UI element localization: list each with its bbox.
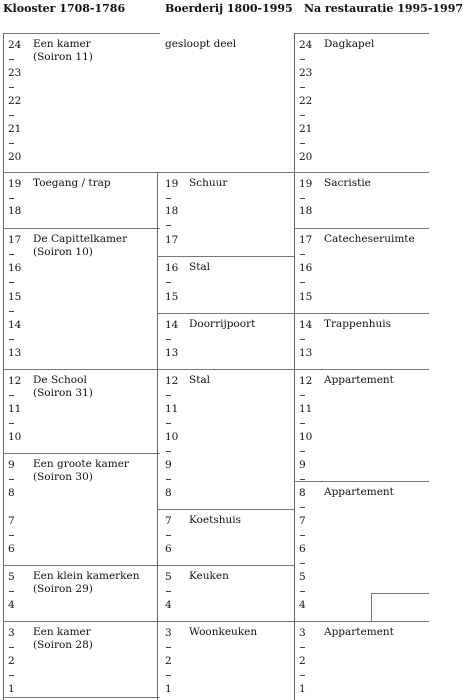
klooster-level-number: 23 — [8, 67, 22, 79]
klooster-room-boundary — [3, 621, 160, 622]
klooster-column — [3, 33, 160, 700]
restauratie-level-number: 11 — [299, 403, 313, 415]
klooster-level-number: 17 — [8, 234, 22, 246]
klooster-room-label — [33, 177, 111, 190]
boerderij-level-number: 12 — [165, 375, 179, 387]
restauratie-level-number: 9 — [299, 459, 306, 471]
klooster-level-number: 20 — [8, 151, 22, 163]
boerderij-room-label — [189, 570, 229, 583]
klooster-rail — [3, 33, 4, 700]
room-name: Een klein kamerken — [33, 570, 140, 582]
restauratie-level-number: 3 — [299, 627, 306, 639]
klooster-level-tick — [9, 591, 14, 592]
klooster-room-label — [33, 38, 93, 64]
klooster-level-number: 1 — [8, 683, 15, 695]
klooster-level-number: 11 — [8, 403, 22, 415]
klooster-room-label — [33, 233, 127, 259]
room-name: De School — [33, 374, 87, 386]
restauratie-level-tick — [300, 507, 305, 508]
restauratie-level-tick — [300, 282, 305, 283]
restauratie-level-tick — [300, 395, 305, 396]
room-reference: (Soiron 11) — [33, 51, 93, 63]
klooster-level-number: 7 — [8, 515, 15, 527]
klooster-level-number: 10 — [8, 431, 22, 443]
restauratie-room-label — [324, 177, 371, 190]
restauratie-room-boundary — [294, 313, 429, 314]
restauratie-step-vertical — [371, 593, 372, 621]
boerderij-level-tick — [166, 339, 171, 340]
klooster-level-number: 21 — [8, 123, 22, 135]
restauratie-level-number: 6 — [299, 543, 306, 555]
restauratie-level-number: 4 — [299, 599, 306, 611]
restauratie-level-tick — [300, 535, 305, 536]
restauratie-room-label — [324, 318, 391, 331]
boerderij-level-tick — [166, 423, 171, 424]
room-name: Een kamer — [33, 626, 91, 638]
boerderij-column — [157, 172, 295, 700]
room-name: Koetshuis — [189, 514, 241, 526]
column-header-restauratie: Na restauratie 1995-1997 — [304, 2, 463, 15]
boerderij-level-tick — [166, 225, 171, 226]
restauratie-level-number: 14 — [299, 319, 313, 331]
restauratie-room-boundary — [294, 481, 429, 482]
klooster-room-boundary — [3, 369, 160, 370]
boerderij-level-tick — [166, 282, 171, 283]
room-name: Schuur — [189, 177, 228, 189]
boerderij-level-number: 4 — [165, 599, 172, 611]
boerderij-level-number: 19 — [165, 178, 179, 190]
restauratie-room-label — [324, 233, 415, 246]
klooster-room-boundary — [3, 565, 160, 566]
restauratie-level-tick — [300, 675, 305, 676]
klooster-room-label — [33, 458, 129, 484]
restauratie-room-label — [324, 626, 394, 639]
klooster-room-boundary — [3, 172, 160, 173]
room-name: Catecheseruimte — [324, 233, 415, 245]
restauratie-room-label — [324, 38, 374, 51]
boerderij-room-boundary — [157, 509, 295, 510]
room-name: Appartement — [324, 486, 394, 498]
room-name: Doorrijpoort — [189, 318, 256, 330]
column-header-klooster: Klooster 1708-1786 — [3, 2, 126, 15]
restauratie-level-number: 2 — [299, 655, 306, 667]
boerderij-room-boundary — [157, 313, 295, 314]
klooster-level-tick — [9, 254, 14, 255]
restauratie-room-boundary — [294, 621, 429, 622]
boerderij-level-tick — [166, 395, 171, 396]
klooster-room-boundary — [3, 33, 160, 34]
klooster-level-number: 22 — [8, 95, 22, 107]
boerderij-room-label — [189, 261, 210, 274]
klooster-bottom-line — [3, 697, 160, 698]
room-name: Een kamer — [33, 38, 91, 50]
boerderij-level-number: 9 — [165, 459, 172, 471]
boerderij-level-tick — [166, 198, 171, 199]
klooster-level-number: 8 — [8, 487, 15, 499]
room-name: Een groote kamer — [33, 458, 129, 470]
klooster-level-tick — [9, 423, 14, 424]
klooster-level-tick — [9, 59, 14, 60]
klooster-level-number: 24 — [8, 39, 22, 51]
room-name: Trappenhuis — [324, 318, 391, 330]
boerderij-level-number: 16 — [165, 262, 179, 274]
restauratie-column — [294, 33, 429, 700]
boerderij-level-tick — [166, 675, 171, 676]
klooster-level-tick — [9, 87, 14, 88]
restauratie-level-tick — [300, 563, 305, 564]
boerderij-level-number: 7 — [165, 515, 172, 527]
boerderij-room-label — [189, 318, 255, 331]
klooster-level-tick — [9, 647, 14, 648]
boerderij-level-tick — [166, 479, 171, 480]
boerderij-level-number: 1 — [165, 683, 172, 695]
restauratie-level-tick — [300, 339, 305, 340]
restauratie-level-number: 16 — [299, 262, 313, 274]
restauratie-room-boundary — [294, 172, 429, 173]
restauratie-level-tick — [300, 591, 305, 592]
boerderij-level-number: 6 — [165, 543, 172, 555]
boerderij-room-boundary — [157, 256, 295, 257]
boerderij-room-boundary — [157, 621, 295, 622]
klooster-level-number: 15 — [8, 291, 22, 303]
boerderij-room-boundary — [157, 565, 295, 566]
restauratie-level-number: 17 — [299, 234, 313, 246]
boerderij-level-number: 13 — [165, 347, 179, 359]
restauratie-level-number: 10 — [299, 431, 313, 443]
restauratie-level-tick — [300, 59, 305, 60]
boerderij-level-number: 10 — [165, 431, 179, 443]
room-reference: (Soiron 10) — [33, 246, 93, 258]
restauratie-level-number: 8 — [299, 487, 306, 499]
klooster-level-number: 5 — [8, 571, 15, 583]
restauratie-level-number: 1 — [299, 683, 306, 695]
klooster-level-tick — [9, 282, 14, 283]
restauratie-level-number: 18 — [299, 205, 313, 217]
klooster-level-tick — [9, 339, 14, 340]
restauratie-level-number: 24 — [299, 39, 313, 51]
restauratie-level-number: 13 — [299, 347, 313, 359]
room-reference: (Soiron 28) — [33, 639, 93, 651]
klooster-level-tick — [9, 115, 14, 116]
restauratie-level-number: 20 — [299, 151, 313, 163]
boerderij-level-number: 5 — [165, 571, 172, 583]
restauratie-level-number: 5 — [299, 571, 306, 583]
restauratie-level-number: 21 — [299, 123, 313, 135]
klooster-level-tick — [9, 395, 14, 396]
boerderij-room-label — [189, 177, 227, 190]
boerderij-room-label — [189, 626, 257, 639]
restauratie-level-tick — [300, 115, 305, 116]
klooster-level-number: 6 — [8, 543, 15, 555]
room-name: Toegang / trap — [33, 177, 111, 189]
klooster-level-tick — [9, 198, 14, 199]
boerderij-level-tick — [166, 535, 171, 536]
room-reference: (Soiron 30) — [33, 471, 93, 483]
klooster-level-number: 9 — [8, 459, 15, 471]
klooster-level-tick — [9, 479, 14, 480]
restauratie-level-tick — [300, 143, 305, 144]
restauratie-room-boundary — [294, 33, 429, 34]
boerderij-level-number: 18 — [165, 205, 179, 217]
room-name: Keuken — [189, 570, 229, 582]
room-name: Appartement — [324, 374, 394, 386]
room-name: Woonkeuken — [189, 626, 258, 638]
klooster-level-number: 14 — [8, 319, 22, 331]
column-header-boerderij: Boerderij 1800-1995 — [165, 2, 293, 15]
room-reference: (Soiron 31) — [33, 387, 93, 399]
klooster-room-label — [33, 626, 93, 652]
klooster-level-number: 3 — [8, 627, 15, 639]
klooster-room-boundary — [3, 228, 160, 229]
restauratie-room-label — [324, 374, 394, 387]
restauratie-rail — [294, 33, 295, 700]
restauratie-level-number: 12 — [299, 375, 313, 387]
klooster-room-boundary — [3, 453, 160, 454]
boerderij-level-tick — [166, 451, 171, 452]
room-reference: (Soiron 29) — [33, 583, 93, 595]
klooster-level-tick — [9, 535, 14, 536]
boerderij-level-tick — [166, 647, 171, 648]
klooster-level-number: 18 — [8, 205, 22, 217]
klooster-level-number: 2 — [8, 655, 15, 667]
restauratie-level-tick — [300, 198, 305, 199]
boerderij-level-number: 17 — [165, 234, 179, 246]
room-name: Stal — [189, 261, 211, 273]
room-name: Appartement — [324, 626, 394, 638]
restauratie-level-number: 23 — [299, 67, 313, 79]
klooster-level-number: 16 — [8, 262, 22, 274]
boerderij-level-number: 15 — [165, 291, 179, 303]
restauratie-level-number: 22 — [299, 95, 313, 107]
boerderij-level-number: 2 — [165, 655, 172, 667]
restauratie-level-number: 15 — [299, 291, 313, 303]
boerderij-room-label — [189, 514, 241, 527]
boerderij-level-number: 14 — [165, 319, 179, 331]
restauratie-room-boundary — [294, 228, 429, 229]
restauratie-level-tick — [300, 254, 305, 255]
boerderij-level-number: 3 — [165, 627, 172, 639]
klooster-level-number: 12 — [8, 375, 22, 387]
restauratie-step-line — [371, 593, 429, 594]
restauratie-level-tick — [300, 451, 305, 452]
boerderij-level-tick — [166, 591, 171, 592]
boerderij-room-label — [189, 374, 210, 387]
klooster-level-number: 4 — [8, 599, 15, 611]
klooster-level-tick — [9, 311, 14, 312]
demolished-note: gesloopt deel — [165, 38, 237, 50]
boerderij-room-boundary — [157, 369, 295, 370]
room-name: Sacristie — [324, 177, 371, 189]
room-name: De Capittelkamer — [33, 233, 128, 245]
restauratie-level-number: 7 — [299, 515, 306, 527]
room-name: Stal — [189, 374, 211, 386]
boerderij-level-number: 11 — [165, 403, 179, 415]
klooster-level-number: 13 — [8, 347, 22, 359]
klooster-level-number: 19 — [8, 178, 22, 190]
klooster-room-label — [33, 374, 93, 400]
restauratie-room-boundary — [294, 369, 429, 370]
klooster-level-tick — [9, 675, 14, 676]
restauratie-level-number: 19 — [299, 178, 313, 190]
boerderij-level-number: 8 — [165, 487, 172, 499]
restauratie-level-tick — [300, 87, 305, 88]
klooster-level-tick — [9, 143, 14, 144]
boerderij-top-line — [157, 172, 295, 173]
room-name: Dagkapel — [324, 38, 375, 50]
restauratie-level-tick — [300, 479, 305, 480]
klooster-room-label — [33, 570, 140, 596]
restauratie-level-tick — [300, 647, 305, 648]
restauratie-room-label — [324, 486, 394, 499]
restauratie-level-tick — [300, 423, 305, 424]
